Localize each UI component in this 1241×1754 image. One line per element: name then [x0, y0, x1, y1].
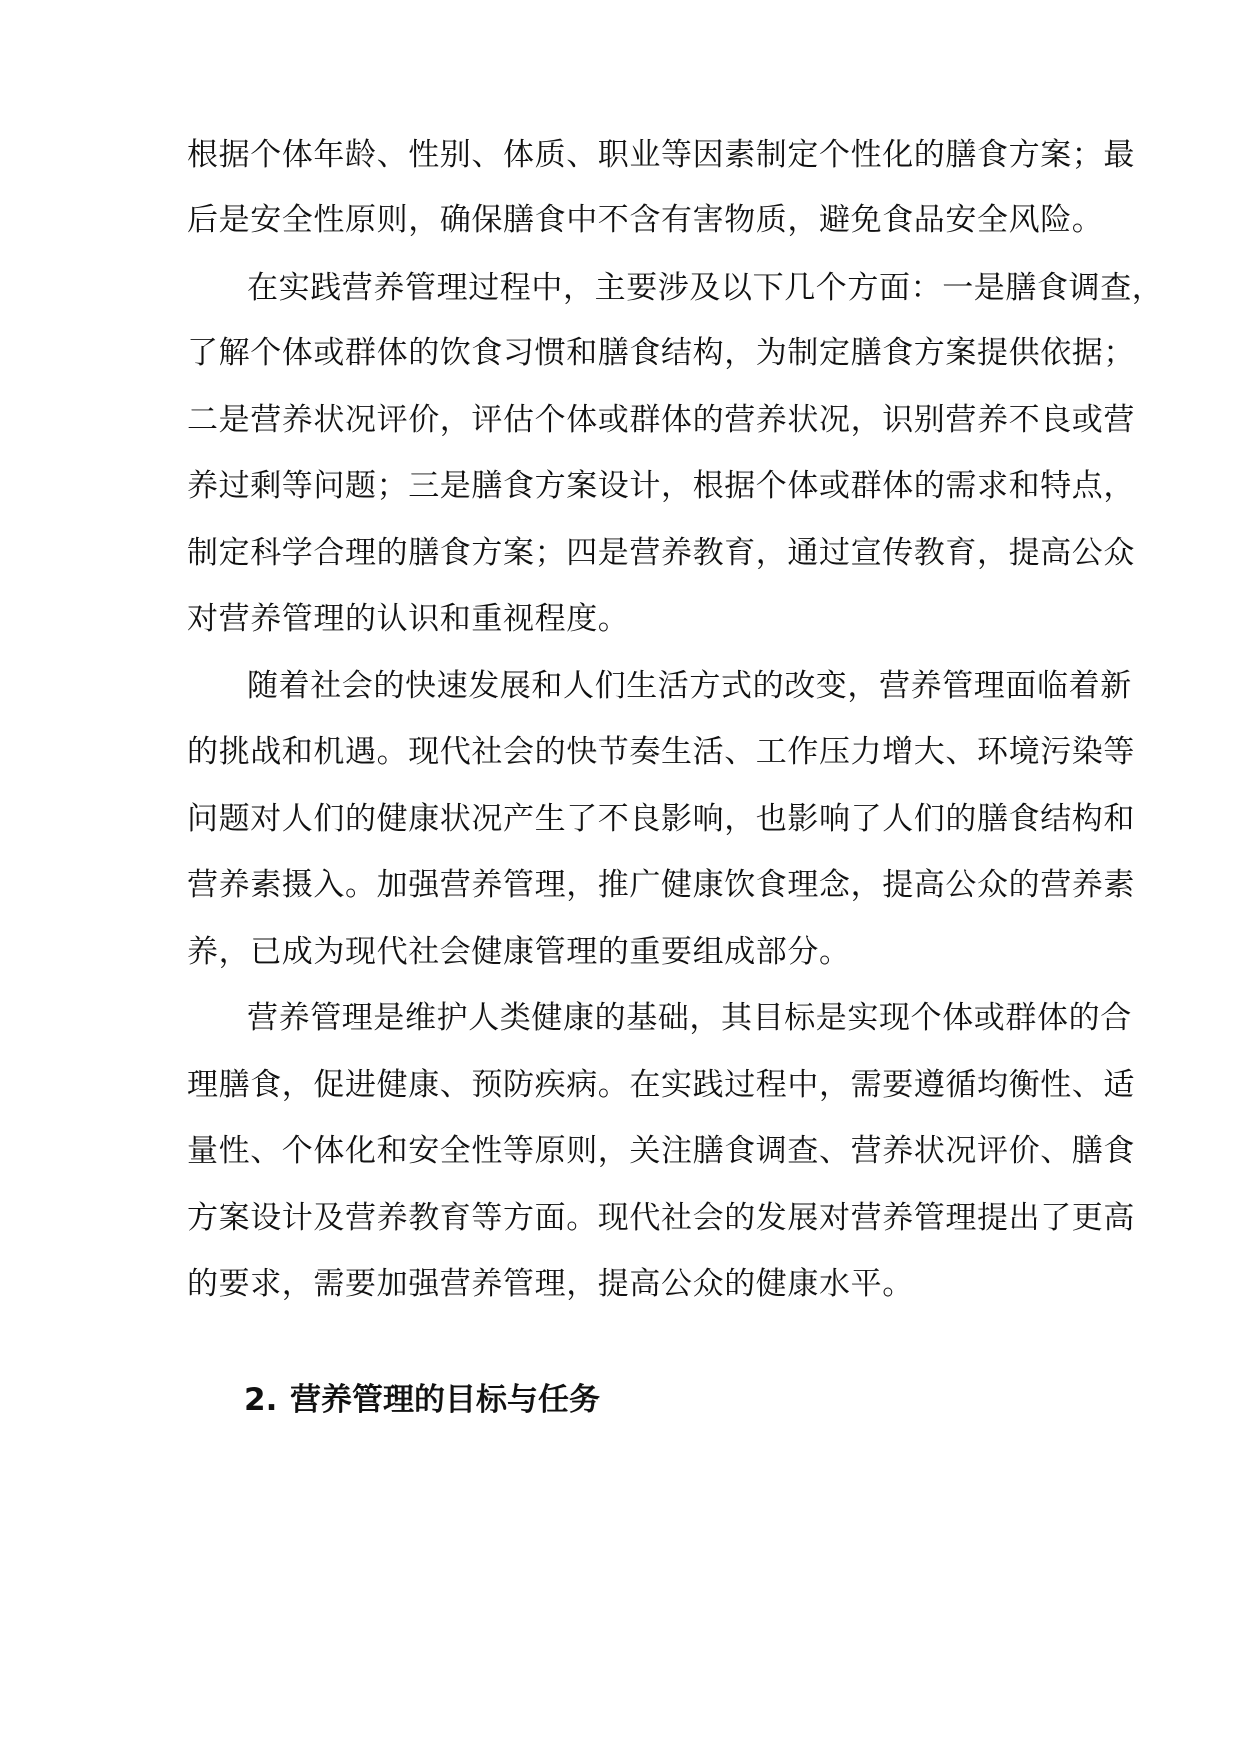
- paragraph-4-line-3: 量性、个体化和安全性等原则，关注膳食调查、营养状况评价、膳食: [187, 1133, 1135, 1169]
- paragraph-1-line-2: 后是安全性原则，确保膳食中不含有害物质，避免食品安全风险。: [187, 202, 1104, 238]
- paragraph-3-line-5: 养，已成为现代社会健康管理的重要组成部分。: [187, 934, 851, 970]
- section-heading: [244, 1380, 600, 1420]
- section-number: 2.: [244, 1382, 278, 1418]
- paragraph-2-line-2: 了解个体或群体的饮食习惯和膳食结构，为制定膳食方案提供依据；: [187, 335, 1135, 371]
- paragraph-1-line-1: 根据个体年龄、性别、体质、职业等因素制定个性化的膳食方案；最: [187, 137, 1135, 173]
- paragraph-2-line-4: 养过剩等问题；三是膳食方案设计，根据个体或群体的需求和特点，: [187, 468, 1135, 504]
- paragraph-2-line-5: 制定科学合理的膳食方案；四是营养教育，通过宣传教育，提高公众: [187, 535, 1135, 571]
- paragraph-2-line-3: 二是营养状况评价，评估个体或群体的营养状况，识别营养不良或营: [187, 402, 1135, 438]
- section-title: 营养管理的目标与任务: [290, 1382, 600, 1418]
- paragraph-4-line-4: 方案设计及营养教育等方面。现代社会的发展对营养管理提出了更高: [187, 1200, 1135, 1236]
- paragraph-3-line-3: 问题对人们的健康状况产生了不良影响，也影响了人们的膳食结构和: [187, 801, 1135, 837]
- paragraph-4-line-2: 理膳食，促进健康、预防疾病。在实践过程中，需要遵循均衡性、适: [187, 1067, 1135, 1103]
- paragraph-2-line-6: 对营养管理的认识和重视程度。: [187, 601, 630, 637]
- paragraph-4-line-5: 的要求，需要加强营养管理，提高公众的健康水平。: [187, 1266, 914, 1302]
- paragraph-4-line-1: 营养管理是维护人类健康的基础，其目标是实现个体或群体的合: [247, 1000, 1132, 1036]
- paragraph-3-line-1: 随着社会的快速发展和人们生活方式的改变，营养管理面临着新: [247, 668, 1132, 704]
- paragraph-3-line-2: 的挑战和机遇。现代社会的快节奏生活、工作压力增大、环境污染等: [187, 734, 1135, 770]
- paragraph-2-line-1: 在实践营养管理过程中，主要涉及以下几个方面：一是膳食调查，: [247, 270, 1164, 306]
- paragraph-3-line-4: 营养素摄入。加强营养管理，推广健康饮食理念，提高公众的营养素: [187, 867, 1135, 903]
